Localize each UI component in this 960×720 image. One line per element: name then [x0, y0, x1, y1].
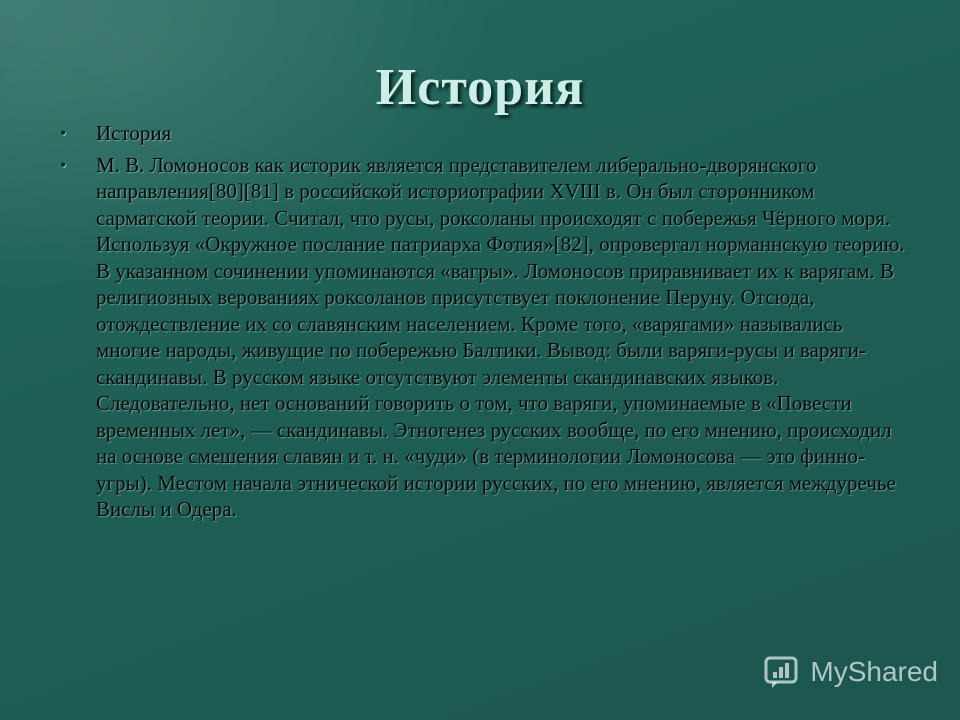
watermark-text: MyShared: [810, 656, 938, 687]
myshared-watermark[interactable]: [764, 654, 938, 690]
bullet-item: [60, 120, 910, 147]
bullet-item: [60, 152, 910, 523]
bullet-dot-icon: •: [60, 123, 67, 143]
bullet-dot-icon: •: [60, 154, 67, 175]
slide-title: История: [375, 59, 585, 116]
bullet-text: История: [96, 121, 172, 145]
bullet-list: [60, 120, 910, 528]
bullet-text: М. В. Ломоносов как историк является представителем либерально-дворянского направления[80][81] в российской историографии XVIII в. Он был сторонником сарматской теории. Считал, что русы, роксоланы происходят с побережья Чёрного моря. Используя «Окружное послание патриарха Фотия»[82], опровергал норманнскую теорию. В указанном сочинении упоминаются «вагры». Ломоносов приравнивает их к варягам. В религиозных верованиях роксоланов присутствует поклонение Перуну. Отсюда, отождествление их со славянским населением. Кроме того, «варягами» назывались многие народы, живущие по побережью Балтики. Вывод: были варяги-русы и варяги-скандинавы. В русском языке отсутствуют элементы скандинавских языков. Следовательно, нет оснований говорить о том, что варяги, упоминаемые в «Повести временных лет», — скандинавы. Этногенез русских вообще, по его мнению, происходил на основе смешения славян и т. н. «чуди» (в терминологии Ломоносова — это финно-угры). Местом начала этнической истории русских, по его мнению, является междуречье Вислы и Одера.: [96, 152, 905, 521]
myshared-logo-icon: [764, 655, 804, 689]
